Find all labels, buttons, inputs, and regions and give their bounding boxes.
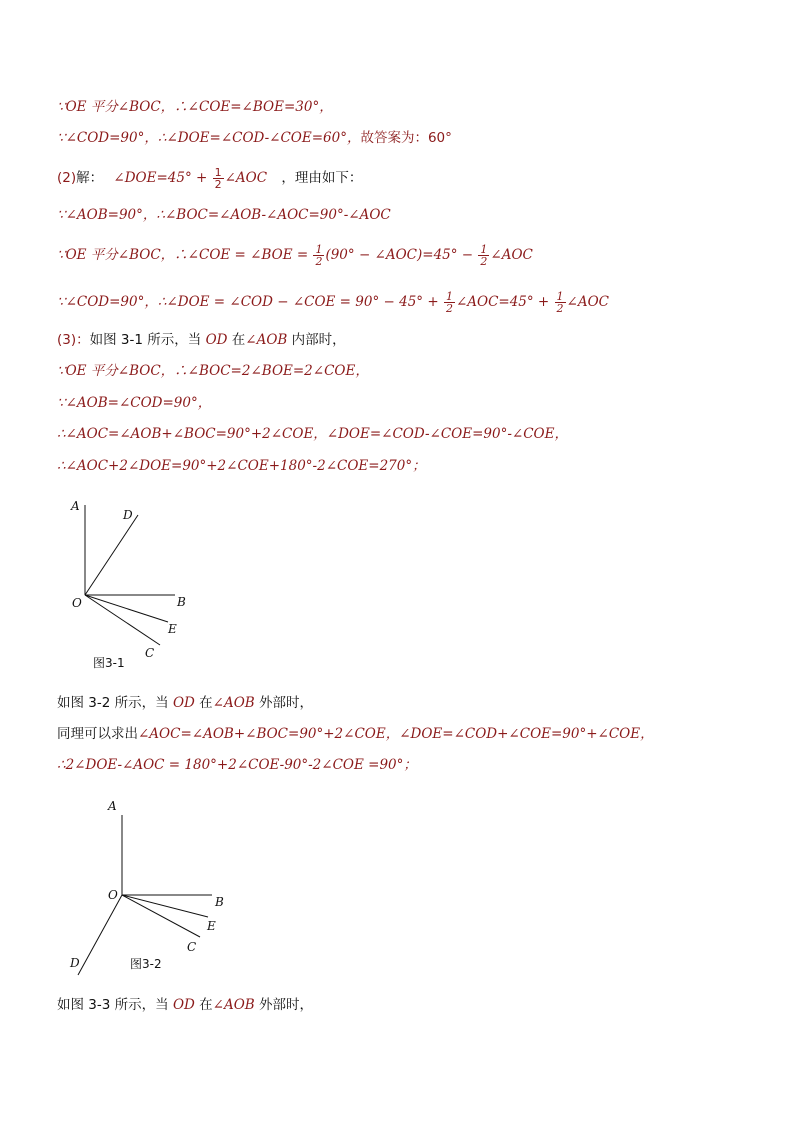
solution-line-5 <box>57 241 533 269</box>
line-15-angle: ∠AOB <box>212 997 255 1013</box>
fraction-one-half: $\frac{1}{2}$ <box>315 243 323 268</box>
solution-line-1: ∵OE 平分∠BOC，∴∠COE=∠BOE=30°， <box>57 99 333 115</box>
line-6-math-a: ∵∠COD=90°，∴∠DOE = ∠COD − ∠COE = 90° − 45° + <box>57 294 443 310</box>
point-label-c: C <box>187 940 197 954</box>
solution-line-12 <box>57 694 313 712</box>
line-12-od: OD <box>172 695 195 711</box>
line-7-text: 如图 3-1 所示，当 <box>89 332 206 348</box>
point-label-b: B <box>215 895 224 909</box>
fraction-one-half: $\frac{1}{2}$ <box>445 290 453 315</box>
figure-caption: 图3-2 <box>130 957 162 971</box>
line-12-zai: 在 <box>194 695 213 711</box>
solution-line-4: ∵∠AOB=90°，∴∠BOC=∠AOB-∠AOC=90°-∠AOC <box>57 207 391 223</box>
ray-oc <box>122 895 200 937</box>
solution-line-2 <box>57 129 452 147</box>
part-3-label: (3)： <box>57 332 90 348</box>
solution-line-3 <box>57 164 362 192</box>
point-label-d: D <box>123 508 133 522</box>
line-7-tail: 内部时， <box>287 332 346 348</box>
solution-label: 解： <box>76 170 104 186</box>
solution-line-8: ∵OE 平分∠BOC，∴∠BOC=2∠BOE=2∠COE， <box>57 363 369 379</box>
line-13-math: ∠AOC=∠AOB+∠BOC=90°+2∠COE，∠DOE=∠COD+∠COE=90°+∠COE， <box>138 726 654 742</box>
line-13-text: 同理可以求出 <box>57 726 138 742</box>
solution-line-7 <box>57 331 346 349</box>
figure-caption: 图3-1 <box>93 656 125 670</box>
line-7-zai: 在 <box>227 332 246 348</box>
point-label-b: B <box>177 595 186 609</box>
line-5-math-c: ∠AOC <box>490 247 533 263</box>
line-15-text: 如图 3-3 所示，当 <box>57 997 173 1013</box>
line-2-math: ∵∠COD=90°，∴∠DOE=∠COD-∠COE=60°， <box>57 130 361 146</box>
line-3-reason: ，理由如下： <box>281 170 363 186</box>
ray-od <box>78 895 122 975</box>
line-7-angle: ∠AOB <box>245 332 288 348</box>
solution-line-13 <box>57 725 654 743</box>
line-2-answer: 故答案为：60° <box>360 130 452 146</box>
solution-line-10: ∴∠AOC=∠AOB+∠BOC=90°+2∠COE，∠DOE=∠COD-∠COE=90°-∠COE， <box>57 426 568 442</box>
point-label-a: A <box>71 499 80 513</box>
ray-oe <box>122 895 208 917</box>
part-2-label: (2) <box>57 170 77 186</box>
line-12-text: 如图 3-2 所示，当 <box>57 695 173 711</box>
point-label-e: E <box>207 919 216 933</box>
figure-3-1 <box>60 495 210 675</box>
line-5-math-a: ∵OE 平分∠BOC，∴∠COE = ∠BOE = <box>57 247 313 263</box>
point-label-a: A <box>108 799 117 813</box>
fraction-one-half: $\frac{1}{2}$ <box>480 243 488 268</box>
solution-line-6 <box>57 288 609 316</box>
line-7-od: OD <box>205 332 228 348</box>
fraction-one-half: $\frac{1}{2}$ <box>214 165 222 191</box>
ray-oc <box>85 595 160 645</box>
point-label-e: E <box>168 622 177 636</box>
point-label-o: O <box>108 888 118 902</box>
line-12-angle: ∠AOB <box>212 695 255 711</box>
solution-line-9: ∵∠AOB=∠COD=90°， <box>57 395 212 411</box>
line-12-tail: 外部时， <box>254 695 313 711</box>
figure-3-2 <box>60 795 240 980</box>
line-5-math-b: (90° − ∠AOC)=45° − <box>325 247 478 263</box>
line-15-zai: 在 <box>194 997 213 1013</box>
line-15-od: OD <box>172 997 195 1013</box>
line-15-tail: 外部时， <box>254 997 313 1013</box>
line-6-math-c: ∠AOC <box>566 294 609 310</box>
solution-line-11: ∴∠AOC+2∠DOE=90°+2∠COE+180°-2∠COE=270°； <box>57 458 426 474</box>
solution-line-15 <box>57 996 313 1014</box>
point-label-o: O <box>72 596 82 610</box>
point-label-d: D <box>70 956 80 970</box>
ray-od <box>85 515 138 595</box>
line-3-angle: ∠AOC <box>224 170 268 186</box>
ray-oe <box>85 595 168 622</box>
point-label-c: C <box>145 646 155 660</box>
fraction-one-half: $\frac{1}{2}$ <box>556 290 564 315</box>
solution-line-14: ∴2∠DOE-∠AOC = 180°+2∠COE-90°-2∠COE =90°； <box>57 757 417 773</box>
line-3-math: ∠DOE=45° + <box>113 170 212 186</box>
line-6-math-b: ∠AOC=45° + <box>455 294 554 310</box>
